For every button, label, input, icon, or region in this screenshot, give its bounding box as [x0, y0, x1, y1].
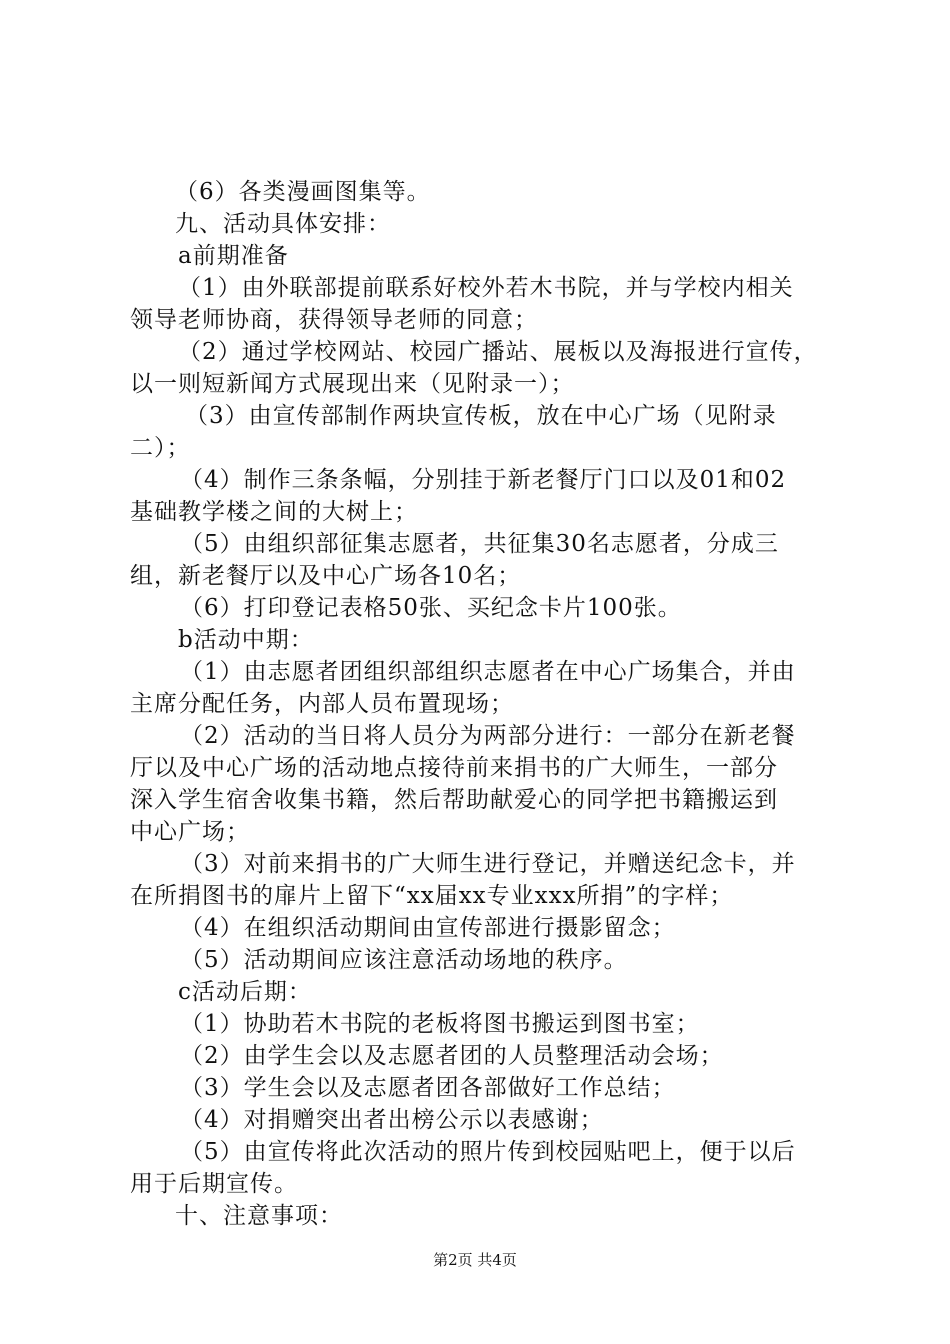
- text-line: 在所捐图书的扉片上留下“xx届xx专业xxx所捐”的字样；: [130, 883, 734, 909]
- text-line: （5）由组织部征集志愿者，共征集30名志愿者，分成三: [180, 531, 779, 557]
- text-line: （3）由宣传部制作两块宣传板，放在中心广场（见附录: [185, 403, 777, 429]
- subsection-heading: a前期准备: [178, 243, 289, 269]
- subsection-heading: b活动中期：: [178, 627, 314, 653]
- text-line: （5）活动期间应该注意活动场地的秩序。: [180, 947, 628, 973]
- text-line: （6）打印登记表格50张、买纪念卡片100张。: [180, 595, 682, 621]
- text-line: 主席分配任务，内部人员布置现场；: [130, 691, 514, 717]
- section-heading: 十、注意事项：: [175, 1203, 343, 1229]
- text-line: 以一则短新闻方式展现出来（见附录一）；: [130, 371, 575, 397]
- text-line: （1）由志愿者团组织部组织志愿者在中心广场集合，并由: [180, 659, 796, 685]
- text-line: （1）协助若木书院的老板将图书搬运到图书室；: [180, 1011, 700, 1037]
- text-line: （3）对前来捐书的广大师生进行登记，并赠送纪念卡，并: [180, 851, 796, 877]
- text-line: （3）学生会以及志愿者团各部做好工作总结；: [180, 1075, 676, 1101]
- subsection-heading: c活动后期：: [178, 979, 312, 1005]
- text-line: （1）由外联部提前联系好校外若木书院，并与学校内相关: [178, 275, 794, 301]
- text-line: 领导老师协商，获得领导老师的同意；: [130, 307, 538, 333]
- page-footer: 第2页 共4页: [433, 1251, 517, 1269]
- text-line: （2）活动的当日将人员分为两部分进行：一部分在新老餐: [180, 723, 796, 749]
- text-line: 组，新老餐厅以及中心广场各10名；: [130, 563, 522, 589]
- text-line: （2）通过学校网站、校园广播站、展板以及海报进行宣传，: [178, 339, 818, 365]
- text-line: （5）由宣传将此次活动的照片传到校园贴吧上，便于以后: [180, 1139, 796, 1165]
- section-heading: 九、活动具体安排：: [175, 211, 391, 237]
- text-line: （2）由学生会以及志愿者团的人员整理活动会场；: [180, 1043, 724, 1069]
- text-line: （4）对捐赠突出者出榜公示以表感谢；: [180, 1107, 604, 1133]
- text-line: 二）；: [130, 435, 191, 461]
- text-line: （4）在组织活动期间由宣传部进行摄影留念；: [180, 915, 676, 941]
- text-line: 用于后期宣传。: [130, 1171, 298, 1197]
- text-line: （4）制作三条条幅，分别挂于新老餐厅门口以及01和02: [180, 467, 787, 493]
- text-line: 厅以及中心广场的活动地点接待前来捐书的广大师生，一部分: [130, 755, 778, 781]
- text-line: 深入学生宿舍收集书籍，然后帮助献爱心的同学把书籍搬运到: [130, 787, 778, 813]
- text-line: （6）各类漫画图集等。: [175, 179, 431, 205]
- text-line: 中心广场；: [130, 819, 250, 845]
- text-line: 基础教学楼之间的大树上；: [130, 499, 418, 525]
